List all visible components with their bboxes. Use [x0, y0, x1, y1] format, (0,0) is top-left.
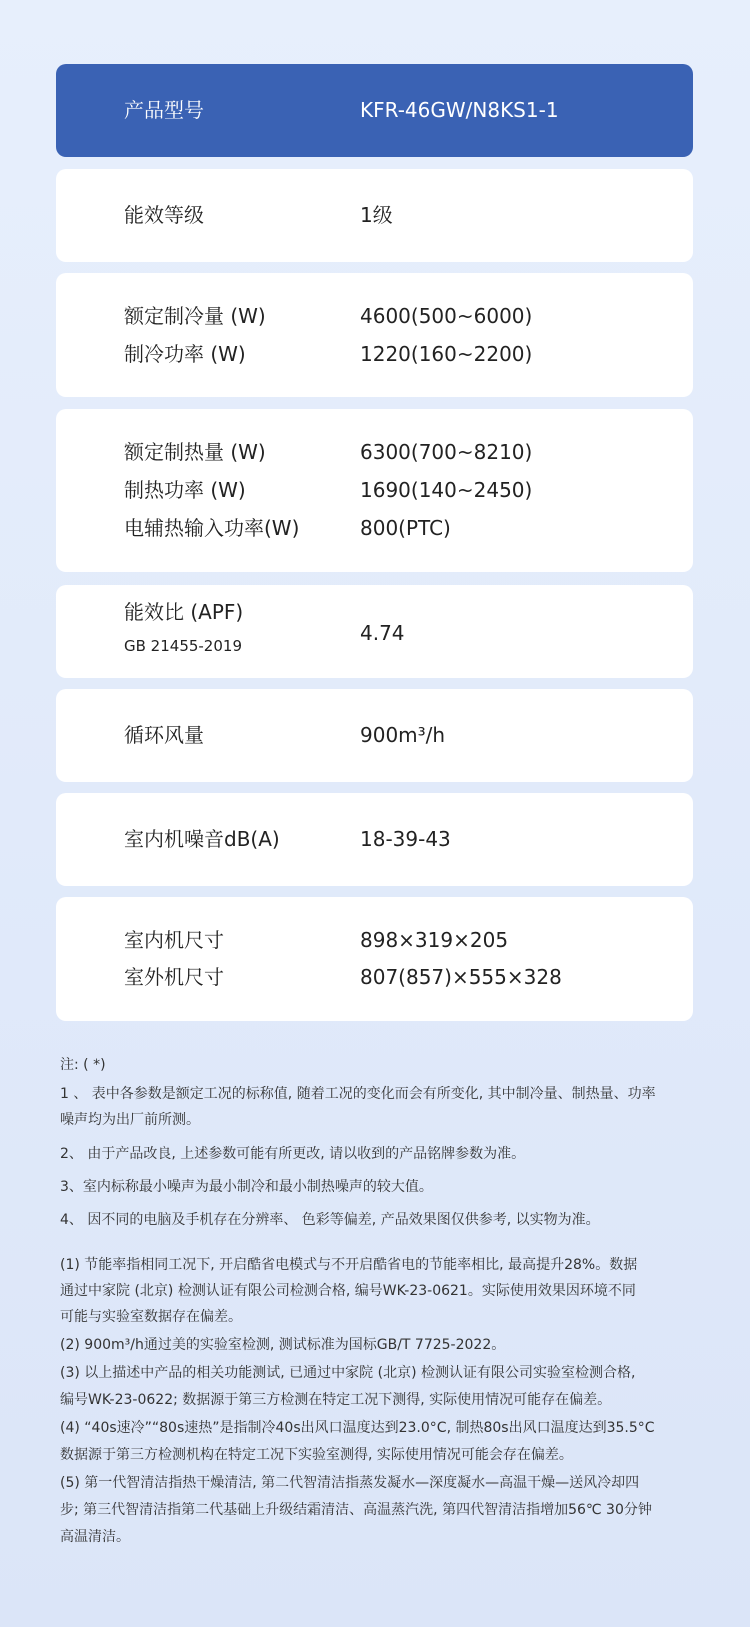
footnote-line: 通过中家院 (北京) 检测认证有限公司检测合格, 编号WK-23-0621。实际使用效果因环境不同	[60, 1283, 636, 1299]
footnote-line: (1) 节能率指相同工况下, 开启酷省电模式与不开启酷省电的节能率相比, 最高提升28%。数据	[60, 1257, 638, 1273]
dimensions-card	[56, 897, 693, 1021]
footnote-line: 数据源于第三方检测机构在特定工况下实验室测得, 实际使用情况可能会存在偏差。	[60, 1447, 573, 1463]
indoor-size-row	[56, 921, 693, 959]
heating-capacity-label: 额定制热量 (W)	[124, 440, 266, 464]
airflow-label: 循环风量	[124, 723, 204, 747]
notes-heading: 注: ( *)	[60, 1057, 106, 1073]
noise-card	[56, 793, 693, 886]
note-line: 1 、 表中各参数是额定工况的标称值, 随着工况的变化而会有所变化, 其中制冷量、制热量、功率	[60, 1086, 656, 1102]
model-row	[56, 91, 693, 129]
efficiency-grade-label: 能效等级	[124, 203, 204, 227]
aux-heat-row	[56, 509, 693, 547]
outdoor-size-value: 807(857)×555×328	[360, 965, 562, 989]
footnote-line: (2) 900m³/h通过美的实验室检测, 测试标准为国标GB/T 7725-2022。	[60, 1337, 506, 1353]
footnote-line: (5) 第一代智清洁指热干燥清洁, 第二代智清洁指蒸发凝水—深度凝水—高温干燥—送风冷却四	[60, 1475, 640, 1491]
aux-heat-label: 电辅热输入功率(W)	[124, 516, 300, 540]
noise-value: 18-39-43	[360, 827, 451, 851]
outdoor-size-label: 室外机尺寸	[124, 965, 224, 989]
apf-value: 4.74	[360, 621, 405, 645]
footnote-line: 可能与实验室数据存在偏差。	[60, 1309, 242, 1325]
cooling-card	[56, 273, 693, 397]
cooling-power-label: 制冷功率 (W)	[124, 342, 246, 366]
footnote-line: (4) “40s速冷”“80s速热”是指制冷40s出风口温度达到23.0°C, 制热80s出风口温度达到35.5°C	[60, 1420, 655, 1436]
indoor-size-label: 室内机尺寸	[124, 928, 224, 952]
aux-heat-value: 800(PTC)	[360, 516, 451, 540]
apf-card	[56, 585, 693, 678]
indoor-size-value: 898×319×205	[360, 928, 509, 952]
efficiency-grade-value: 1级	[360, 203, 393, 227]
apf-label: 能效比 (APF)	[124, 600, 244, 624]
heating-power-label: 制热功率 (W)	[124, 478, 246, 502]
footnote-line: 编号WK-23-0622; 数据源于第三方检测在特定工况下测得, 实际使用情况可能存在偏差。	[60, 1392, 612, 1408]
note-line: 3、室内标称最小噪声为最小制冷和最小制热噪声的较大值。	[60, 1179, 433, 1195]
heating-capacity-value: 6300(700~8210)	[360, 440, 533, 464]
model-value: KFR-46GW/N8KS1-1	[360, 98, 559, 122]
efficiency-grade-row	[56, 196, 693, 234]
noise-row	[56, 820, 693, 858]
airflow-card	[56, 689, 693, 782]
note-line: 噪声均为出厂前所测。	[60, 1112, 200, 1128]
heating-capacity-row	[56, 433, 693, 471]
cooling-capacity-row	[56, 297, 693, 335]
note-line: 4、 因不同的电脑及手机存在分辨率、 色彩等偏差, 产品效果图仅供参考, 以实物为准。	[60, 1212, 600, 1228]
cooling-capacity-label: 额定制冷量 (W)	[124, 304, 266, 328]
noise-label: 室内机噪音dB(A)	[124, 827, 280, 851]
airflow-value: 900m³/h	[360, 723, 446, 747]
model-card	[56, 64, 693, 157]
apf-standard: GB 21455-2019	[124, 637, 242, 655]
note-line: 2、 由于产品改良, 上述参数可能有所更改, 请以收到的产品铭牌参数为准。	[60, 1146, 526, 1162]
airflow-row	[56, 716, 693, 754]
cooling-power-row	[56, 335, 693, 373]
heating-card	[56, 409, 693, 572]
efficiency-grade-card	[56, 169, 693, 262]
apf-value-row	[56, 614, 693, 652]
heating-power-row	[56, 471, 693, 509]
footnote-line: (3) 以上描述中产品的相关功能测试, 已通过中家院 (北京) 检测认证有限公司实验室检测合格,	[60, 1365, 636, 1381]
footnote-line: 高温清洁。	[60, 1529, 130, 1545]
cooling-capacity-value: 4600(500~6000)	[360, 304, 533, 328]
footnote-line: 步; 第三代智清洁指第二代基础上升级结霜清洁、高温蒸汽洗, 第四代智清洁指增加56℃ 30分钟	[60, 1502, 652, 1518]
outdoor-size-row	[56, 958, 693, 996]
model-label: 产品型号	[124, 98, 204, 122]
cooling-power-value: 1220(160~2200)	[360, 342, 533, 366]
heating-power-value: 1690(140~2450)	[360, 478, 533, 502]
